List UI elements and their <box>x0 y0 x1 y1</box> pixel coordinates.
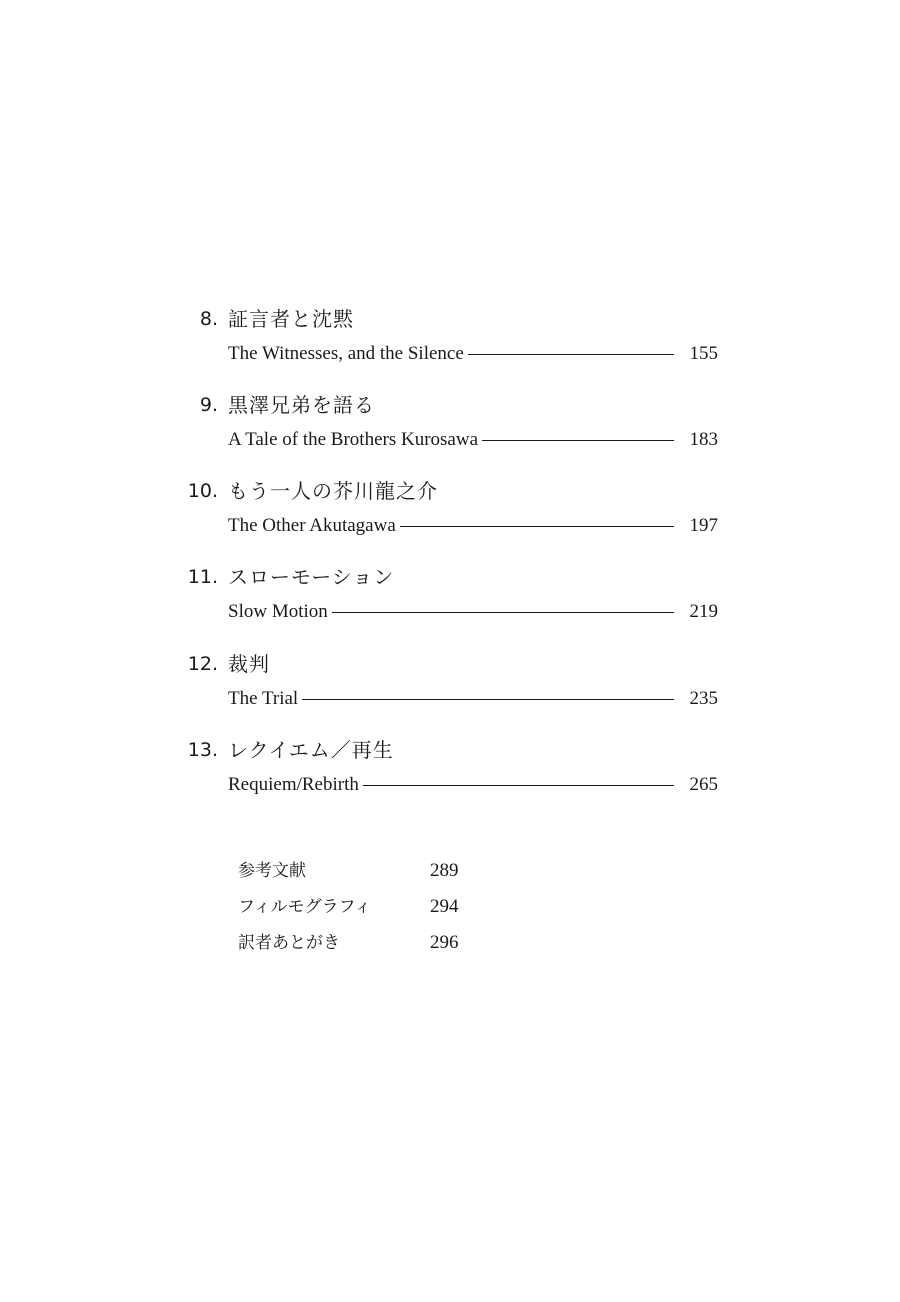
toc-entry-chapter-10 <box>0 476 900 556</box>
chapter-title-english: Slow Motion <box>228 601 328 622</box>
chapter-line <box>228 512 718 540</box>
page-number: 296 <box>430 932 459 953</box>
chapter-number: 9. <box>199 394 218 416</box>
toc-entry-chapter-11 <box>0 562 900 642</box>
page-number: 183 <box>689 429 718 450</box>
chapter-line <box>228 771 718 799</box>
chapter-title-japanese: 証言者と沈黙 <box>228 307 354 331</box>
leader-rule <box>363 785 674 786</box>
toc-entry-chapter-12 <box>0 649 900 729</box>
backmatter-title: 訳者あとがき <box>238 933 340 953</box>
chapter-number: 8. <box>199 308 218 330</box>
page-number: 197 <box>689 515 718 536</box>
chapter-title-japanese: 黒澤兄弟を語る <box>228 393 375 417</box>
page-number: 235 <box>689 688 718 709</box>
toc-entry-chapter-8 <box>0 304 900 384</box>
chapter-title-english: The Witnesses, and the Silence <box>228 343 464 364</box>
leader-rule <box>482 440 674 441</box>
backmatter-list <box>238 858 498 966</box>
leader-rule <box>400 526 674 527</box>
chapter-number: 12. <box>187 653 218 675</box>
page-number: 294 <box>430 896 459 917</box>
page-number: 219 <box>689 601 718 622</box>
leader-rule <box>332 612 674 613</box>
page-number: 155 <box>689 343 718 364</box>
chapter-title-japanese: レクイエム／再生 <box>228 738 394 762</box>
chapter-line <box>228 598 718 626</box>
chapter-title-japanese: スローモーション <box>228 565 395 589</box>
chapter-number: 11. <box>187 566 218 588</box>
chapter-title-japanese: もう一人の芥川龍之介 <box>228 479 438 503</box>
toc-entry-chapter-13 <box>0 735 900 815</box>
chapter-title-english: The Trial <box>228 688 299 709</box>
chapter-number: 10. <box>187 480 218 502</box>
backmatter-item-references <box>238 858 498 894</box>
chapter-line <box>228 685 718 713</box>
backmatter-title: フィルモグラフィ <box>238 897 372 917</box>
page-number: 289 <box>430 860 459 881</box>
toc-entry-chapter-9 <box>0 390 900 470</box>
backmatter-title: 参考文献 <box>238 861 306 881</box>
backmatter-item-filmography <box>238 894 498 930</box>
chapter-line <box>228 340 718 368</box>
chapter-line <box>228 426 718 454</box>
chapter-title-english: Requiem/Rebirth <box>228 774 359 795</box>
chapter-title-english: The Other Akutagawa <box>228 515 396 536</box>
chapter-number: 13. <box>187 739 218 761</box>
chapter-title-japanese: 裁判 <box>228 652 270 676</box>
chapter-title-english: A Tale of the Brothers Kurosawa <box>228 429 479 450</box>
leader-rule <box>468 354 674 355</box>
leader-rule <box>302 699 674 700</box>
page-number: 265 <box>689 774 718 795</box>
backmatter-item-translator-afterword <box>238 930 498 966</box>
